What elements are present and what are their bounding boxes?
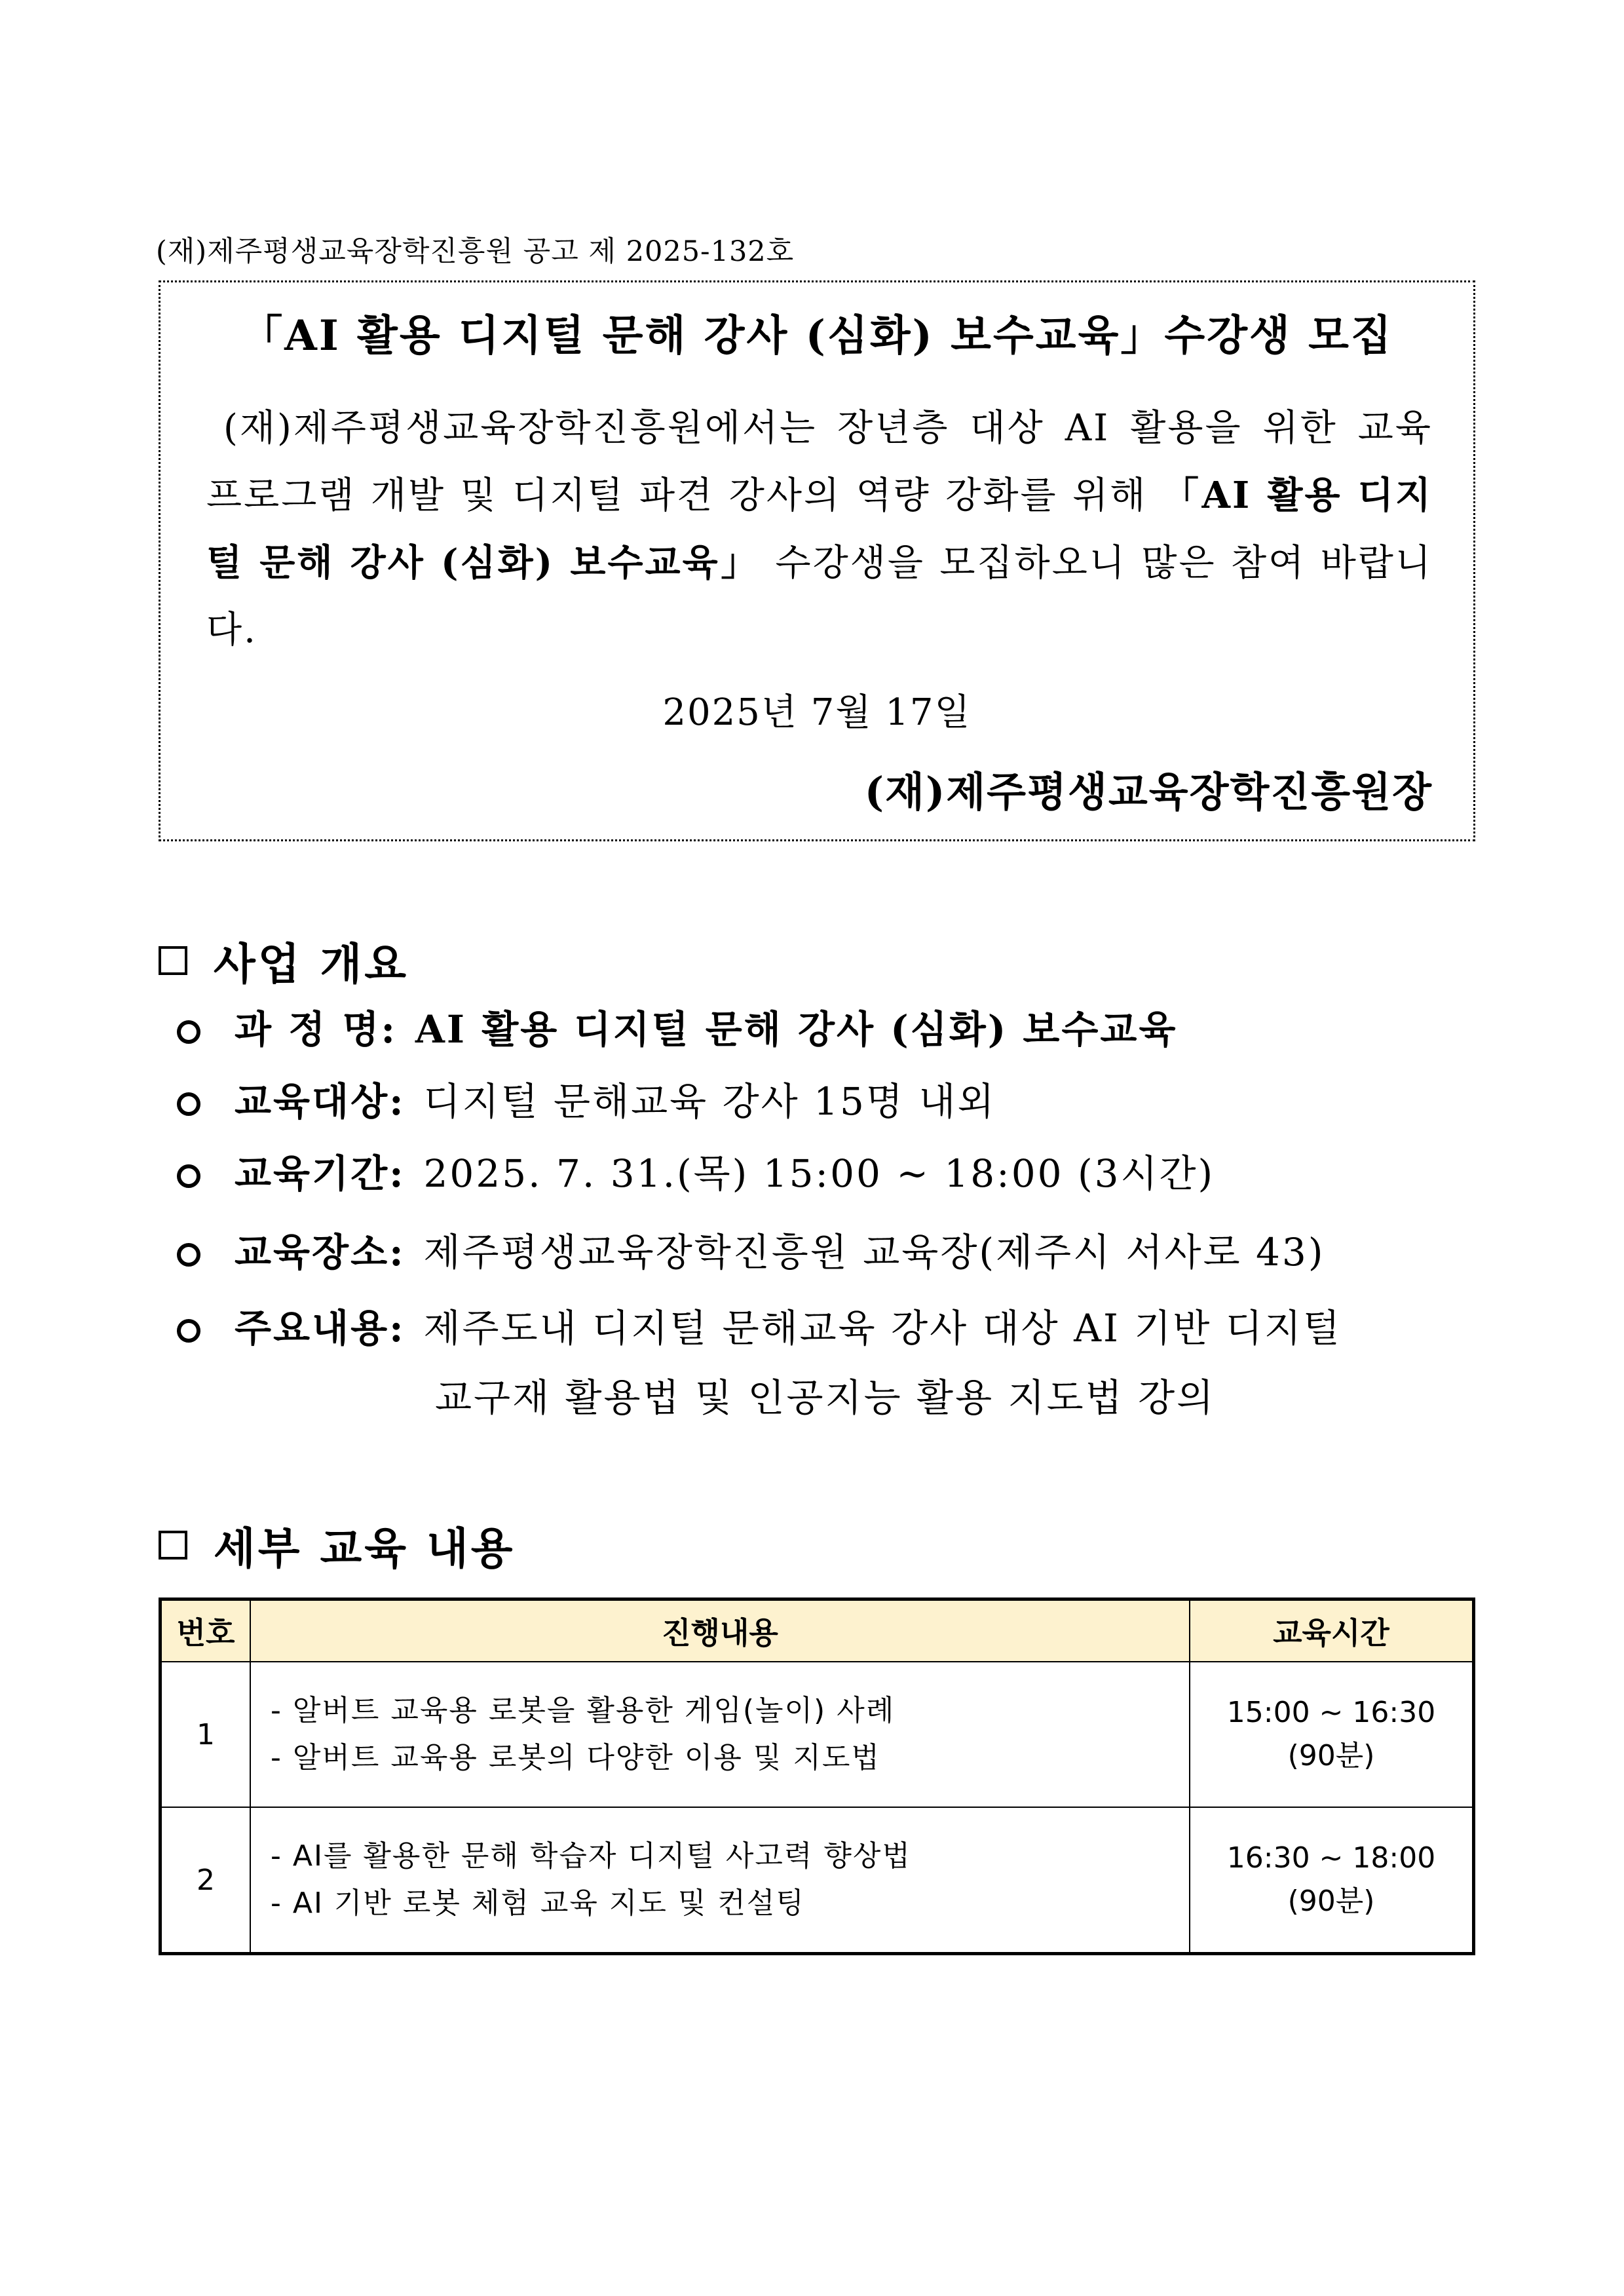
- overview-label: 교육대상:: [235, 1079, 406, 1124]
- circle-bullet-icon: [177, 1243, 200, 1267]
- overview-value-continued: 교구재 활용법 및 인공지능 활용 지도법 강의: [435, 1375, 1216, 1420]
- notice-date: 2025년 7월 17일: [662, 691, 972, 734]
- content-item: - AI 기반 로봇 체험 교육 지도 및 컨설팅: [271, 1886, 805, 1920]
- overview-item-target: [177, 1071, 996, 1126]
- row-content: [250, 1662, 1190, 1807]
- overview-item-location: [177, 1221, 1325, 1276]
- overview-item-period: [177, 1143, 1215, 1198]
- time-range: 16:30 ~ 18:00: [1226, 1841, 1436, 1875]
- row-time: [1190, 1662, 1474, 1807]
- overview-label: 과 정 명:: [235, 1007, 397, 1052]
- table-row: [161, 1662, 1474, 1807]
- notice-box: [159, 280, 1475, 841]
- time-duration: (90분): [1287, 1885, 1375, 1918]
- column-header-content: 진행내용: [250, 1599, 1190, 1662]
- notice-number: (재)제주평생교육장학진흥원 공고 제 2025-132호: [156, 235, 795, 268]
- notice-body-program: 「AI 활용 디지털 문해 강사 (심화) 보수교육」: [206, 474, 1433, 584]
- row-content: [250, 1807, 1190, 1954]
- circle-bullet-icon: [177, 1319, 200, 1343]
- table-row: [161, 1807, 1474, 1954]
- overview-value: 디지털 문해교육 강사 15명 내외: [423, 1079, 996, 1124]
- overview-value: 2025. 7. 31.(목) 15:00 ~ 18:00 (3시간): [423, 1151, 1215, 1196]
- overview-item-content: [177, 1297, 1342, 1352]
- column-header-number: 번호: [161, 1599, 251, 1662]
- square-bullet-icon: [159, 946, 187, 975]
- row-number: 2: [161, 1807, 251, 1954]
- circle-bullet-icon: [177, 1092, 200, 1116]
- overview-label: 교육기간:: [235, 1151, 406, 1196]
- circle-bullet-icon: [177, 1020, 200, 1044]
- time-range: 15:00 ~ 16:30: [1226, 1696, 1436, 1729]
- content-item: - 알버트 교육용 로봇의 다양한 이용 및 지도법: [271, 1741, 880, 1774]
- square-bullet-icon: [159, 1531, 187, 1559]
- section-heading-text: 세부 교육 내용: [214, 1523, 516, 1574]
- content-item: - 알버트 교육용 로봇을 활용한 게임(놀이) 사례: [271, 1694, 896, 1727]
- circle-bullet-icon: [177, 1164, 200, 1188]
- overview-label: 교육장소:: [235, 1230, 406, 1274]
- row-time: [1190, 1807, 1474, 1954]
- overview-value: 제주평생교육장학진흥원 교육장(제주시 서사로 43): [423, 1230, 1325, 1274]
- column-header-time: 교육시간: [1190, 1599, 1474, 1662]
- section-heading-text: 사업 개요: [214, 939, 409, 989]
- notice-body-text: (재)제주평생교육장학진흥원에서는 장년층 대상 AI 활용을 위한 교육 프로그램 개발 및 디지털 파견 강사의 역량 강화를 위해: [206, 407, 1433, 517]
- section-heading-details: [159, 1514, 516, 1576]
- table-header-row: [161, 1599, 1474, 1662]
- overview-label: 주요내용:: [235, 1306, 406, 1350]
- overview-value: AI 활용 디지털 문해 강사 (심화) 보수교육: [415, 1007, 1178, 1052]
- overview-item-course: [177, 999, 1177, 1054]
- notice-body: [206, 395, 1433, 664]
- content-item: - AI를 활용한 문해 학습자 디지털 사고력 향상법: [271, 1839, 911, 1873]
- schedule-table: [159, 1598, 1475, 1955]
- notice-body-text-end: 수강생을 모집하오니 많은 참여 바랍니다.: [206, 542, 1433, 651]
- section-heading-overview: [159, 929, 409, 991]
- time-duration: (90분): [1287, 1739, 1375, 1772]
- overview-value: 제주도내 디지털 문해교육 강사 대상 AI 기반 디지털: [423, 1306, 1342, 1350]
- notice-title: 「AI 활용 디지털 문해 강사 (심화) 보수교육」수강생 모집: [240, 311, 1393, 360]
- notice-issuer: (재)제주평생교육장학진흥원장: [864, 768, 1433, 816]
- row-number: 1: [161, 1662, 251, 1807]
